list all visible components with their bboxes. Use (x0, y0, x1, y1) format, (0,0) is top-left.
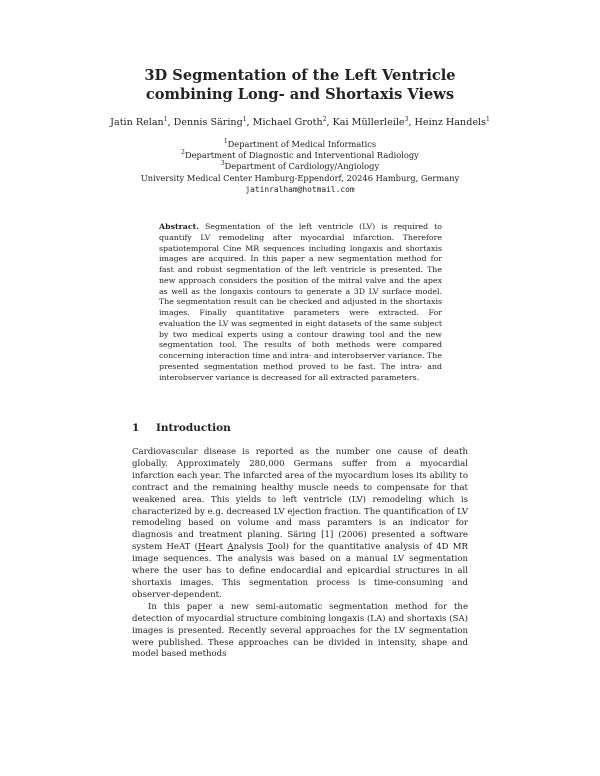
affiliations (0, 139, 600, 195)
institution: University Medical Center Hamburg-Eppendorf, 20246 Hamburg, Germany (140, 172, 460, 183)
title-line-2: combining Long- and Shortaxis Views (145, 86, 455, 103)
section-number: 1 (132, 422, 140, 434)
author: Jatin Relan$^1$, (110, 115, 174, 128)
section-heading (132, 422, 231, 434)
body-text (132, 447, 468, 661)
author-list (0, 117, 600, 128)
abstract-label: Abstract. (159, 222, 199, 231)
author-email[interactable]: jatinralham@hotmail.com (245, 184, 355, 194)
section-title: Introduction (156, 422, 231, 434)
paragraph: Cardiovascular disease is reported as the number one cause of death globally. Approximately 280,000 Germans suffer from a myocardial infarction each year. The infarcted area of the myocardium loses its ability to contract and the remaining healthy muscle needs to compensate for that weakened area. This yields to left ventricle (LV) remodeling which is characterized by e.g. decreased LV ejection fraction. The quantification of LV remodeling based on volume and mass paramters is an indicator for diagnosis and treatment planing. Säring [1] (2006) presented a software system HeAT (Heart Analysis Tool) for the quantitative analysis of 4D MR image sequences. The analysis was based on a manual LV segmentation where the user has to define endocardial and epicardial structures in all shortaxis images. This segmentation process is time-consuming and observer-dependent. (132, 447, 468, 600)
author: Dennis Säring$^1$, (173, 115, 253, 128)
affiliation: $^1$Department of Medical Informatics (223, 138, 377, 149)
abstract-text: Segmentation of the left ventricle (LV) is required to quantify LV remodeling after myocardial infarction. Therefore spatiotemporal Cine MR sequences including longaxis and shortaxis images are acquired. In this paper a new segmentation method for fast and robust segmentation of the left ventricle is presented. The new approach considers the position of the mitral valve and the apex as well as the longaxis contours to generate a 3D LV surface model. The segmentation result can be checked and adjusted in the shortaxis images. Finally quantitative parameters were extracted. For evaluation the LV was segmented in eight datasets of the same subject by two medical experts using a contour drawing tool and the new segmentation tool. The results of both methods were compared concerning interaction time and intra- and interobserver variance. The presented segmentation method proved to be fast. The intra- and interobserver variance is decreased for all extracted parameters. (159, 222, 442, 382)
affiliation: $^2$Department of Diagnostic and Interventional Radiology (181, 149, 419, 161)
author: Kai Müllerleile$^3$, (332, 115, 415, 128)
affiliation: $^3$Department of Cardiology/Angiology (220, 160, 380, 172)
paper-title (0, 66, 600, 104)
author: Heinz Handels$^1$ (414, 115, 490, 128)
abstract (159, 222, 442, 383)
author: Michael Groth$^2$, (252, 115, 333, 128)
title-line-1: 3D Segmentation of the Left Ventricle (144, 67, 456, 84)
paragraph: In this paper a new semi-automatic segmentation method for the detection of myocardial structure combining longaxis (LA) and shortaxis (SA) images is presented. Recently several approaches for the LV segmentation were published. These approaches can be divided in intensity, shape and model based methods (132, 601, 468, 660)
